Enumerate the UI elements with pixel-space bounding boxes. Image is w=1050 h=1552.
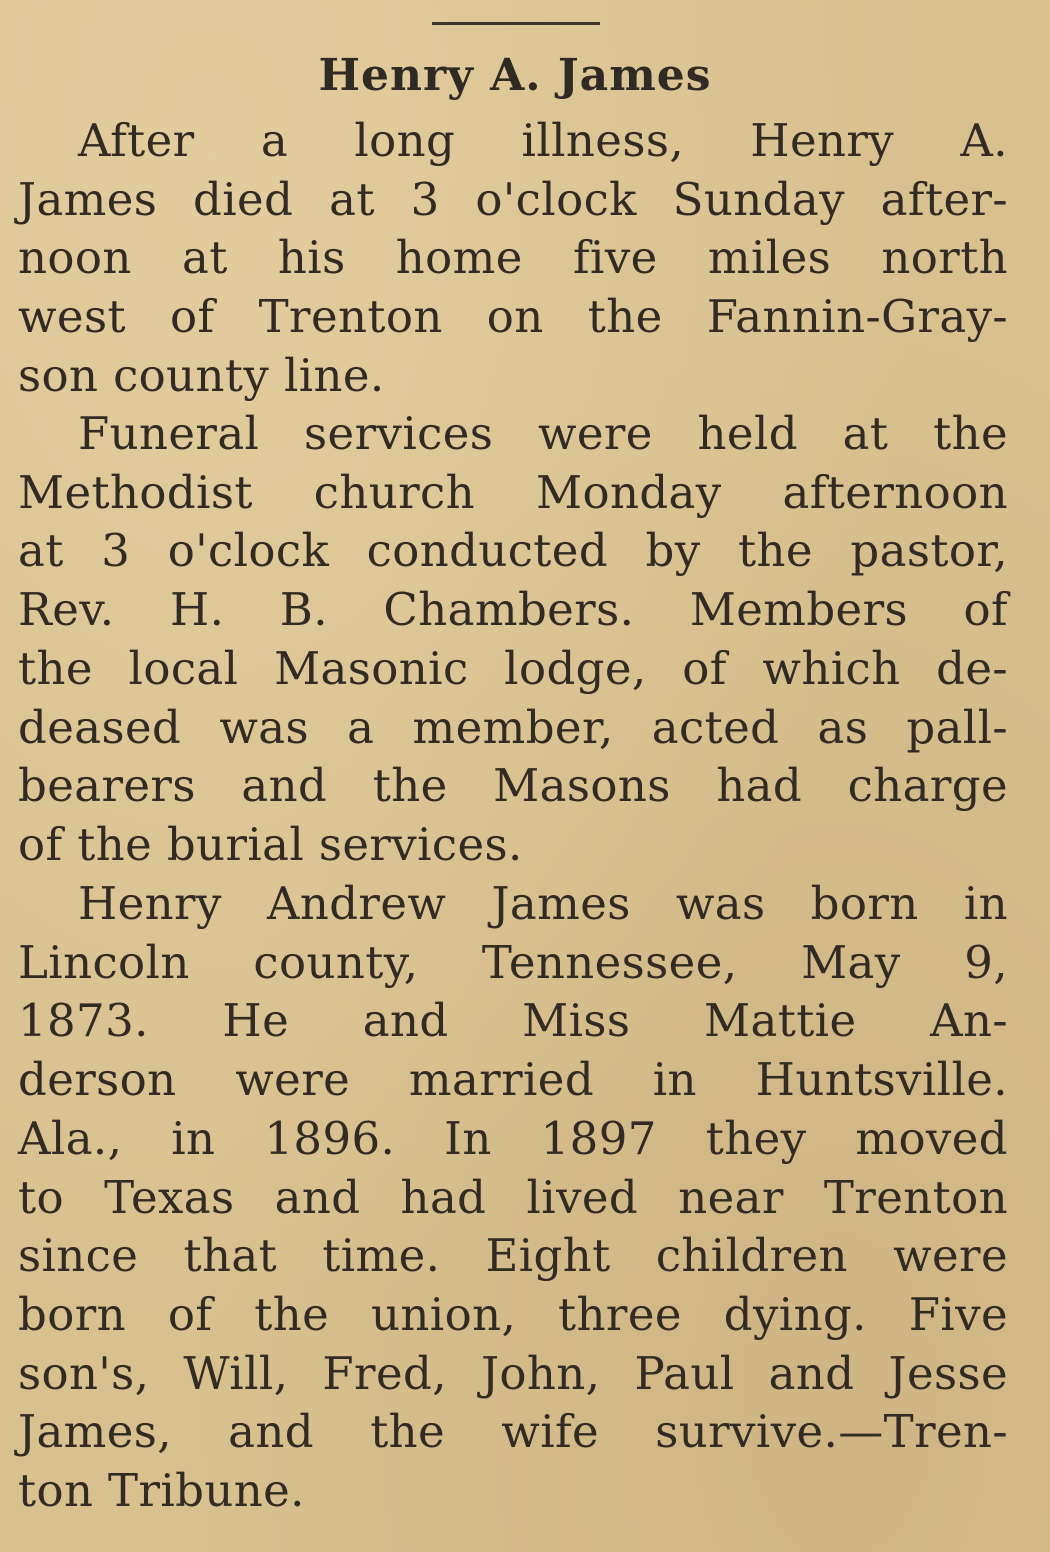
text-line: ton Tribune. bbox=[18, 1464, 305, 1518]
text-line: Funeral services were held at the bbox=[78, 407, 1008, 460]
headline: Henry A. James bbox=[318, 50, 712, 101]
text-line: to Texas and had lived near Trenton bbox=[18, 1170, 1008, 1224]
text-line: deased was a member, acted as pall- bbox=[18, 700, 1008, 754]
text-line: 1873. He and Miss Mattie An- bbox=[18, 994, 1008, 1048]
paragraph-biography bbox=[18, 875, 1008, 1521]
text-line: of the burial services. bbox=[18, 817, 523, 871]
column-rule bbox=[432, 22, 600, 25]
text-line: west of Trenton on the Fannin-Gray- bbox=[18, 290, 1008, 344]
text-line: noon at his home five miles north bbox=[18, 231, 1008, 285]
text-line: the local Masonic lodge, of which de- bbox=[18, 641, 1008, 695]
text-line: James, and the wife survive.—Tren- bbox=[18, 1405, 1008, 1459]
text-line: After a long illness, Henry A. bbox=[78, 114, 1008, 167]
text-line: Lincoln county, Tennessee, May 9, bbox=[18, 935, 1008, 989]
text-line: derson were married in Huntsville. bbox=[18, 1053, 1008, 1107]
text-line: Henry Andrew James was born in bbox=[78, 877, 1008, 930]
text-line: since that time. Eight children were bbox=[18, 1229, 1008, 1283]
text-line: at 3 o'clock conducted by the pastor, bbox=[18, 524, 1008, 578]
text-line: son county line. bbox=[18, 348, 385, 402]
text-line: Ala., in 1896. In 1897 they moved bbox=[18, 1111, 1008, 1165]
paragraph-funeral-services bbox=[18, 405, 1008, 875]
text-line: bearers and the Masons had charge bbox=[18, 759, 1008, 813]
text-line: Methodist church Monday afternoon bbox=[18, 465, 1008, 519]
text-line: James died at 3 o'clock Sunday after- bbox=[18, 172, 1008, 226]
text-line: Rev. H. B. Chambers. Members of bbox=[18, 583, 1008, 637]
paragraph-death-notice bbox=[18, 112, 1008, 406]
text-line: son's, Will, Fred, John, Paul and Jesse bbox=[18, 1346, 1008, 1400]
text-line: born of the union, three dying. Five bbox=[18, 1287, 1008, 1341]
